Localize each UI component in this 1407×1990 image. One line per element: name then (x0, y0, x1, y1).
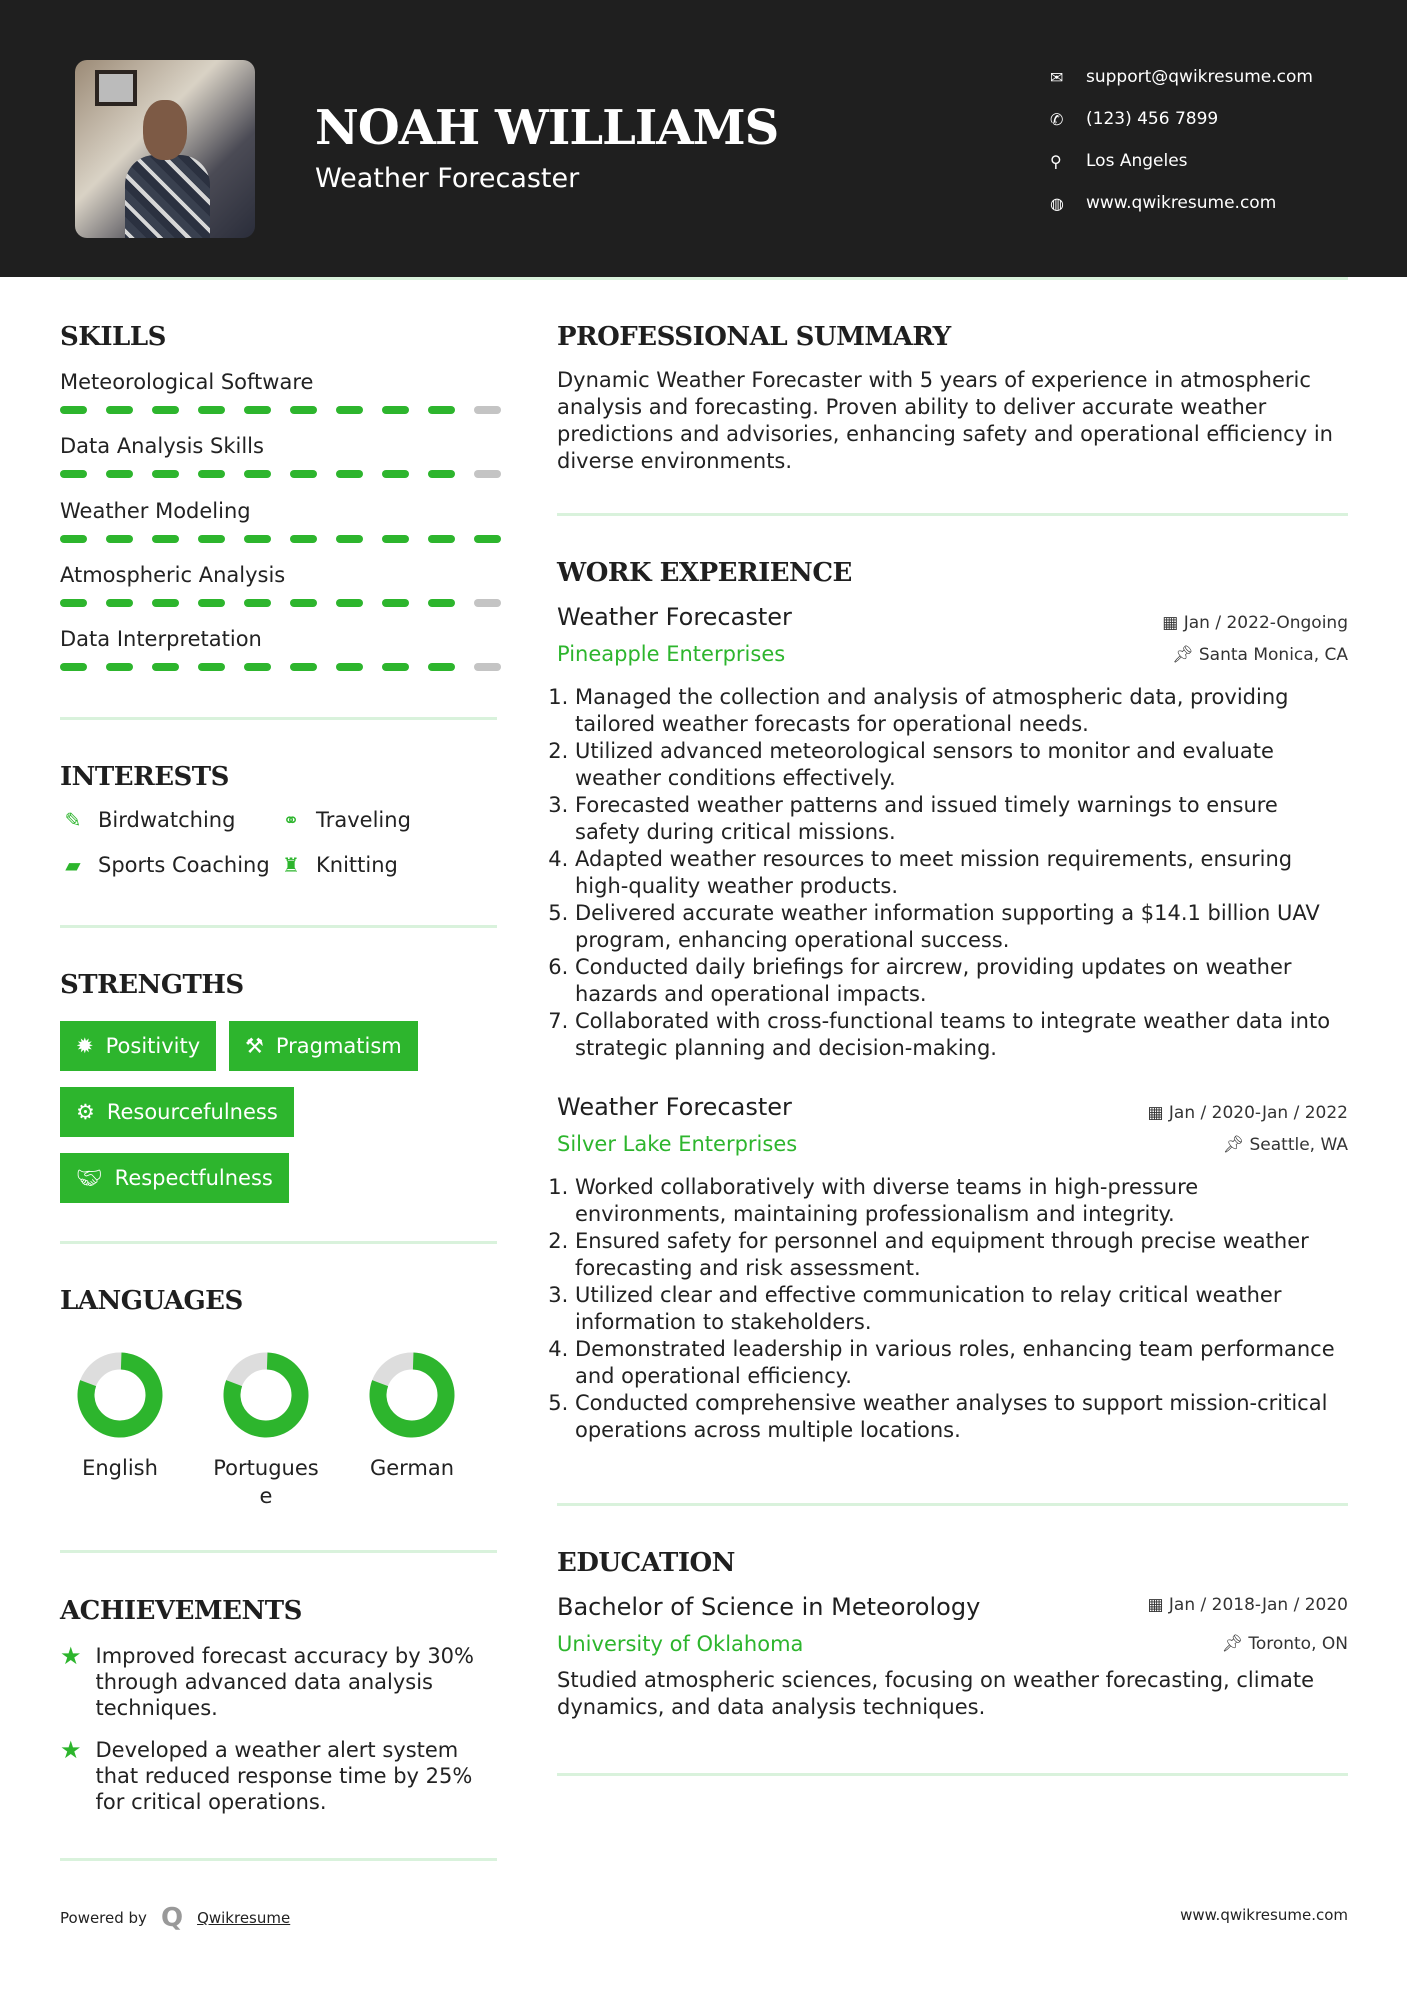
skill-dash (428, 406, 455, 414)
skill-label: Meteorological Software (60, 370, 314, 394)
skill-level-bar (60, 663, 501, 671)
divider (60, 1858, 497, 1861)
calendar-icon: ▦ (1162, 613, 1184, 633)
divider (60, 277, 1348, 280)
job-bullet: 3. Utilized clear and effective communication to relay critical weather information to stakeholders. (575, 1282, 1348, 1336)
contact-text: support@qwikresume.com (1086, 67, 1313, 87)
contact-text: Los Angeles (1086, 151, 1188, 171)
skill-dash (290, 535, 317, 543)
language-label: Portugues e (213, 1456, 319, 1508)
skill-dash (474, 470, 501, 478)
language-donut (75, 1350, 165, 1440)
edit-icon: ✎ (64, 808, 82, 832)
skill-dash (60, 535, 87, 543)
skill-dash (152, 406, 179, 414)
briefcase-icon: ▰ (65, 853, 81, 877)
footer-powered (60, 1903, 290, 1933)
skill-dash (198, 663, 225, 671)
strength-chip (229, 1021, 418, 1071)
calendar-icon: ▦ (1147, 1103, 1169, 1123)
skill-label: Data Interpretation (60, 627, 262, 651)
date-text: Jan / 2020-Jan / 2022 (1168, 1103, 1348, 1123)
skill-dash (198, 599, 225, 607)
school-name: University of Oklahoma (557, 1632, 804, 1656)
job-location (1172, 645, 1348, 665)
skill-level-bar (60, 470, 501, 478)
experience-heading: WORK EXPERIENCE (557, 558, 852, 588)
job-date (1162, 613, 1348, 633)
interest-label: Knitting (316, 853, 398, 877)
education-text: Studied atmospheric sciences, focusing on weather forecasting, climate dynamics, and data analysis techniques. (557, 1668, 1315, 1719)
interest-label: Birdwatching (98, 808, 236, 832)
contact-phone[interactable] (1050, 98, 1313, 140)
divider (557, 513, 1348, 516)
strength-label: Pragmatism (275, 1034, 402, 1058)
achievement-item (60, 1643, 497, 1721)
skill-dash (474, 406, 501, 414)
skill-dash (290, 406, 317, 414)
interests-heading: INTERESTS (60, 762, 229, 792)
binoculars-icon: ⚭ (282, 808, 300, 832)
skill-dash (474, 599, 501, 607)
language-item (342, 1350, 482, 1482)
skills-heading: SKILLS (60, 322, 166, 352)
contact-location (1050, 140, 1313, 182)
divider (60, 1550, 497, 1553)
skill-dash (60, 599, 87, 607)
skill-dash (474, 663, 501, 671)
skill-dash (290, 470, 317, 478)
divider (60, 925, 497, 928)
globe-icon: ◍ (1050, 193, 1064, 213)
language-donut (367, 1350, 457, 1440)
achievement-text: Improved forecast accuracy by 30% through advanced data analysis techniques. (95, 1644, 474, 1720)
skill-label: Data Analysis Skills (60, 434, 264, 458)
star-icon: ★ (60, 1642, 82, 1670)
calendar-icon: ▦ (1147, 1595, 1169, 1615)
job-bullet: 6. Conducted daily briefings for aircrew, providing updates on weather hazards and operational impacts. (575, 954, 1348, 1008)
languages-heading: LANGUAGES (60, 1286, 243, 1316)
skill-label: Atmospheric Analysis (60, 563, 286, 587)
divider (60, 717, 497, 720)
strength-label: Positivity (105, 1034, 201, 1058)
achievement-text: Developed a weather alert system that reduced response time by 25% for critical operations. (95, 1738, 473, 1814)
summary-heading: PROFESSIONAL SUMMARY (557, 322, 951, 352)
skill-dash (428, 599, 455, 607)
job-bullet: 5. Conducted comprehensive weather analyses to support mission-critical operations across multiple locations. (575, 1390, 1348, 1444)
interest-item (278, 808, 411, 832)
skill-dash (336, 406, 363, 414)
language-item (50, 1350, 190, 1482)
skill-dash (106, 663, 133, 671)
location-text: Seattle, WA (1249, 1135, 1348, 1155)
powered-by-text: Powered by (60, 1909, 147, 1927)
achievements-heading: ACHIEVEMENTS (60, 1596, 302, 1626)
job-location (1223, 1135, 1349, 1155)
pin-icon: 📌︎ (1221, 1634, 1249, 1654)
skill-dash (60, 663, 87, 671)
skill-dash (428, 663, 455, 671)
language-label: German (369, 1456, 455, 1480)
contact-text: www.qwikresume.com (1086, 193, 1277, 213)
skill-dash (152, 599, 179, 607)
company-name: Silver Lake Enterprises (557, 1132, 798, 1156)
pin-icon: 📌︎ (1171, 645, 1199, 665)
strength-label: Respectfulness (114, 1166, 273, 1190)
candidate-name: NOAH WILLIAMS (315, 100, 779, 156)
skill-dash (382, 470, 409, 478)
company-name: Pineapple Enterprises (557, 642, 786, 666)
location-text: Santa Monica, CA (1198, 645, 1348, 665)
job-bullet: 5. Delivered accurate weather information supporting a $14.1 billion UAV program, enhancing operational success. (575, 900, 1348, 954)
date-text: Jan / 2022-Ongoing (1183, 613, 1348, 633)
strength-chip (60, 1153, 289, 1203)
job-bullet: 4. Demonstrated leadership in various roles, enhancing team performance and operational efficiency. (575, 1336, 1348, 1390)
skill-dash (244, 535, 271, 543)
divider (60, 1241, 497, 1244)
job-title: Weather Forecaster (557, 1093, 792, 1121)
skill-dash (474, 535, 501, 543)
skill-dash (106, 470, 133, 478)
skill-dash (336, 470, 363, 478)
contact-website[interactable] (1050, 182, 1313, 224)
job-bullet: 3. Forecasted weather patterns and issued timely warnings to ensure safety during critical missions. (575, 792, 1348, 846)
skill-dash (244, 599, 271, 607)
skill-dash (290, 599, 317, 607)
skill-dash (60, 470, 87, 478)
interest-label: Sports Coaching (98, 853, 270, 877)
handshake-icon: 🤝︎ (76, 1165, 103, 1190)
skill-dash (198, 470, 225, 478)
job-bullet: 1. Managed the collection and analysis of atmospheric data, providing tailored weather forecasts for operational needs. (575, 684, 1348, 738)
skill-dash (198, 535, 225, 543)
job-bullets (557, 684, 1348, 1062)
education-heading: EDUCATION (557, 1548, 735, 1578)
skill-dash (152, 663, 179, 671)
interest-item (60, 808, 235, 832)
job-title: Weather Forecaster (557, 603, 792, 631)
degree: Bachelor of Science in Meteorology (557, 1593, 981, 1621)
skill-dash (336, 599, 363, 607)
skill-dash (60, 406, 87, 414)
skill-dash (106, 599, 133, 607)
job-date (1147, 1103, 1348, 1123)
skill-level-bar (60, 599, 501, 607)
skill-dash (382, 406, 409, 414)
candidate-title: Weather Forecaster (315, 163, 580, 194)
skill-dash (290, 663, 317, 671)
skill-dash (428, 470, 455, 478)
location-text: Toronto, ON (1248, 1634, 1348, 1654)
star-icon: ★ (60, 1736, 82, 1764)
strength-label: Resourcefulness (106, 1100, 278, 1124)
interest-item (60, 853, 270, 877)
envelope-icon: ✉ (1050, 67, 1064, 87)
contact-text: (123) 456 7899 (1086, 109, 1219, 129)
skill-dash (382, 535, 409, 543)
trophy-icon: ♜ (282, 853, 300, 877)
skill-dash (198, 406, 225, 414)
achievement-item (60, 1737, 497, 1815)
skill-dash (244, 406, 271, 414)
map-pin-icon: ⚲ (1050, 151, 1062, 171)
job-bullets (557, 1174, 1348, 1444)
contact-email[interactable] (1050, 56, 1313, 98)
language-donut (221, 1350, 311, 1440)
strengths-heading: STRENGTHS (60, 970, 244, 1000)
phone-icon: ✆ (1050, 109, 1064, 129)
interest-item (278, 853, 398, 877)
education-date (1147, 1595, 1348, 1615)
sun-icon: ✹ (76, 1034, 94, 1058)
skill-dash (244, 470, 271, 478)
job-bullet: 2. Utilized advanced meteorological sensors to monitor and evaluate weather conditions effectively. (575, 738, 1348, 792)
skill-dash (106, 406, 133, 414)
skill-label: Weather Modeling (60, 499, 251, 523)
resume-header (0, 0, 1407, 277)
skill-dash (106, 535, 133, 543)
profile-photo (75, 60, 255, 238)
date-text: Jan / 2018-Jan / 2020 (1168, 1595, 1348, 1615)
skill-dash (336, 663, 363, 671)
skill-dash (152, 470, 179, 478)
skill-dash (244, 663, 271, 671)
job-bullet: 1. Worked collaboratively with diverse teams in high-pressure environments, maintaining professionalism and integrity. (575, 1174, 1348, 1228)
qwikresume-logo-icon: Q (160, 1903, 184, 1933)
skill-level-bar (60, 535, 501, 543)
strength-chip (60, 1021, 216, 1071)
interest-label: Traveling (316, 808, 411, 832)
footer-url[interactable]: www.qwikresume.com (1180, 1906, 1348, 1924)
gavel-icon: ⚒ (245, 1034, 264, 1058)
skill-dash (336, 535, 363, 543)
skill-dash (428, 535, 455, 543)
job-bullet: 2. Ensured safety for personnel and equipment through precise weather forecasting and risk assessment. (575, 1228, 1348, 1282)
education-location (1221, 1634, 1348, 1654)
summary-text: Dynamic Weather Forecaster with 5 years of experience in atmospheric analysis and forecasting. Proven ability to deliver accurate weather predictions and advisories, enhancing safety and operational efficiency in diverse environments. (557, 368, 1333, 473)
skill-dash (382, 663, 409, 671)
language-label: English (82, 1456, 158, 1480)
skill-dash (382, 599, 409, 607)
divider (557, 1773, 1348, 1776)
skill-dash (152, 535, 179, 543)
contact-list (1050, 56, 1313, 224)
pin-icon: 📌︎ (1222, 1135, 1250, 1155)
job-bullet: 4. Adapted weather resources to meet mission requirements, ensuring high-quality weather products. (575, 846, 1348, 900)
skill-level-bar (60, 406, 501, 414)
divider (557, 1503, 1348, 1506)
job-bullet: 7. Collaborated with cross-functional teams to integrate weather data into strategic planning and decision-making. (575, 1008, 1348, 1062)
gears-icon: ⚙ (76, 1100, 95, 1124)
brand-link[interactable]: Qwikresume (197, 1909, 291, 1927)
strength-chip (60, 1087, 294, 1137)
language-item (196, 1350, 336, 1510)
